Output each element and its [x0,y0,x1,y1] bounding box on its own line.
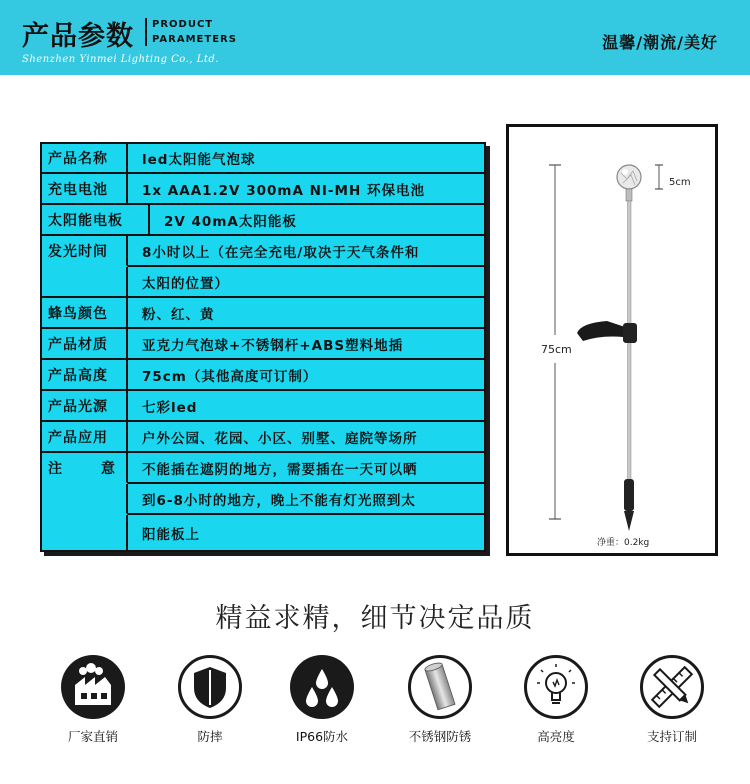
spec-row [42,422,484,453]
feature-label: IP66防水 [295,729,349,744]
weight-label: 净重：0.2kg [597,538,650,548]
title-divider [145,18,147,46]
spec-label: 产品高度 [42,360,128,391]
spec-value: led太阳能气泡球 [128,144,484,174]
subtitle-line-2: PARAMETERS [152,34,237,45]
spec-label [42,453,128,484]
spec-row [42,484,484,515]
spec-value: 不能插在遮阴的地方，需要插在一天可以晒 [128,453,484,484]
spec-row [42,174,484,205]
dimension-top-label: 5cm [669,177,691,188]
spec-row [42,515,484,550]
spec-label: 产品名称 [42,144,128,174]
spec-value: 到6-8小时的地方，晚上不能有灯光照到太 [128,484,484,515]
spec-row [42,298,484,329]
product-frame [506,124,718,556]
spec-row [42,267,484,298]
page-title: 产品参数 [22,21,134,52]
spec-value: 七彩led [128,391,484,422]
spec-label-part: 意 [101,460,116,477]
feature-label: 支持订制 [646,729,697,744]
solar-panel [577,321,637,343]
spec-table [40,142,486,552]
product-illustration [509,127,715,553]
spec-label: 发光时间 [42,236,128,267]
spec-label [42,267,128,298]
spec-label: 充电电池 [42,174,128,205]
spec-label: 产品光源 [42,391,128,422]
spec-value: 太阳的位置） [128,267,484,298]
spec-row [42,144,484,174]
spec-value: 亚克力气泡球+不锈钢杆+ABS塑料地插 [128,329,484,360]
section-title: 精益求精，细节决定品质 [215,603,535,634]
spec-value: 粉、红、黄 [128,298,484,329]
bubble-globe [617,165,641,189]
feature-label: 高亮度 [537,729,575,744]
spec-label-part: 注 [48,460,63,477]
spec-label: 蜂鸟颜色 [42,298,128,329]
spec-row [42,236,484,267]
ground-stake [624,479,634,531]
spec-label: 太阳能电板 [42,205,150,236]
spec-row [42,391,484,422]
water-drops-icon [290,655,354,719]
spec-row [42,205,484,236]
feature-item [43,655,143,745]
spec-value: 2V 40mA太阳能板 [150,205,484,236]
company-name: Shenzhen Yinmei Lighting Co., Ltd. [22,54,219,65]
spec-value: 1x AAA1.2V 300mA NI-MH 环保电池 [128,174,484,205]
spec-value: 8小时以上（在完全充电/取决于天气条件和 [128,236,484,267]
spec-label [42,484,128,515]
spec-label: 产品材质 [42,329,128,360]
feature-label: 不锈钢防锈 [408,729,472,744]
steel-tube-icon [408,655,472,719]
spec-label [42,515,128,550]
light-bulb-icon [524,655,588,719]
slogan: 温馨/潮流/美好 [602,33,718,52]
spec-row [42,360,484,391]
feature-item [272,655,372,745]
spec-value: 阳能板上 [128,515,484,550]
feature-item [390,655,490,745]
shield-icon [178,655,242,719]
factory-icon [61,655,125,719]
feature-item [160,655,260,745]
spec-row [42,329,484,360]
dimension-height-label: 75cm [541,343,572,356]
feature-item [506,655,606,745]
spec-value: 户外公园、花园、小区、别墅、庭院等场所 [128,422,484,453]
spec-value: 75cm（其他高度可订制） [128,360,484,391]
header-banner [0,0,750,75]
ruler-pencil-icon [640,655,704,719]
spec-row [42,453,484,484]
feature-item [622,655,722,745]
feature-label: 防摔 [197,729,223,744]
subtitle-line-1: PRODUCT [152,19,214,30]
feature-label: 厂家直销 [67,729,118,744]
spec-label: 产品应用 [42,422,128,453]
